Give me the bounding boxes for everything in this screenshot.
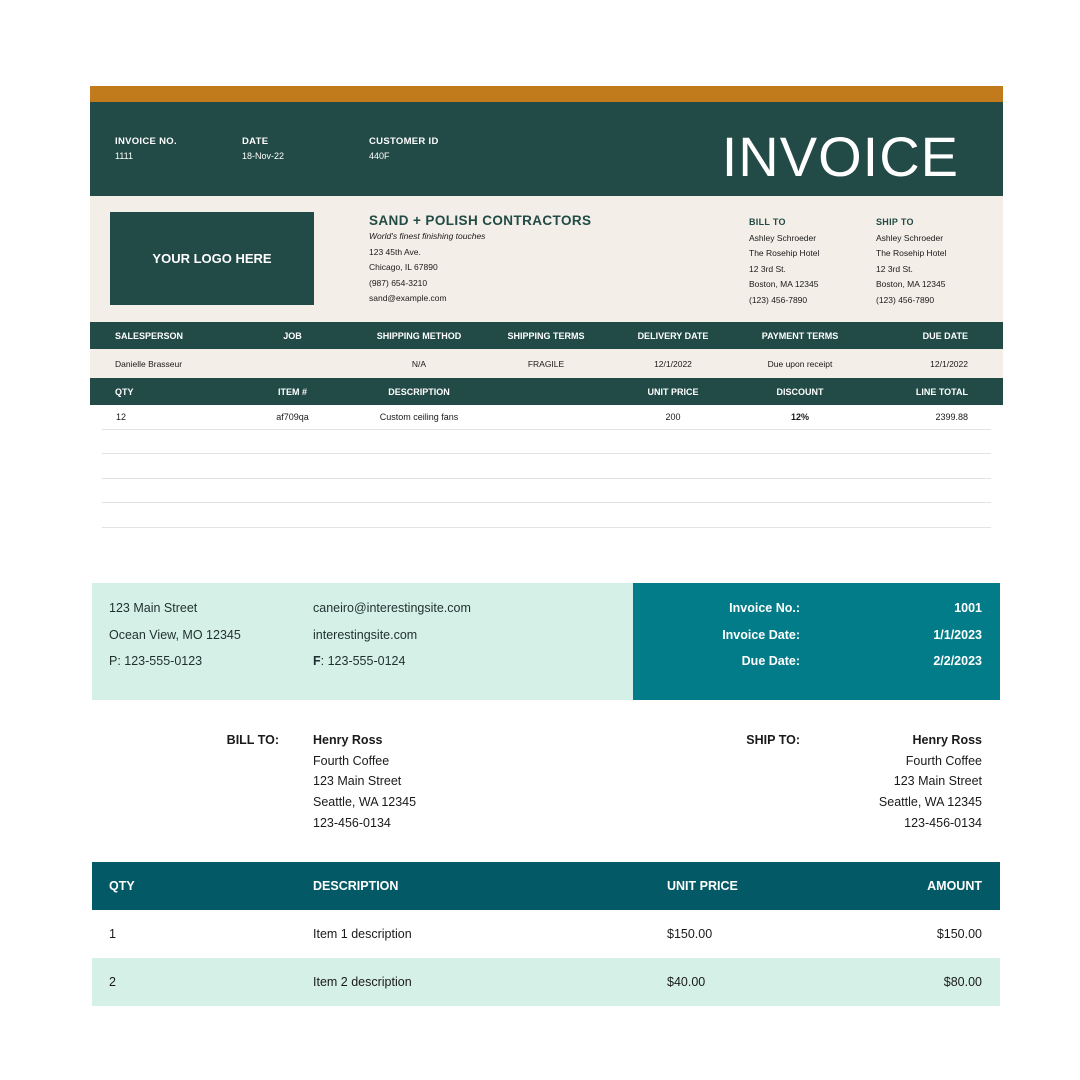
meta-invoice-date-label: Invoice Date: <box>722 628 800 642</box>
col-qty: QTY <box>115 386 134 397</box>
due-date-value[interactable]: 12/1/2022 <box>930 358 968 369</box>
col-unit-price-2: UNIT PRICE <box>667 879 738 893</box>
invoice-no-label: INVOICE NO. <box>115 136 177 147</box>
accent-bar <box>90 86 1003 102</box>
item-description[interactable]: Custom ceiling fans <box>379 411 459 422</box>
shipping-terms-value[interactable]: FRAGILE <box>527 358 565 369</box>
meta-invoice-date[interactable]: 1/1/2023 <box>933 628 982 642</box>
bill-to-name[interactable]: Ashley Schroeder <box>749 232 817 243</box>
delivery-date-value[interactable]: 12/1/2022 <box>654 358 692 369</box>
row-amount[interactable]: $150.00 <box>936 927 982 941</box>
date-field[interactable] <box>242 136 284 161</box>
fax-number: : 123-555-0124 <box>320 654 406 668</box>
contact-email[interactable]: caneiro@interestingsite.com <box>313 601 471 615</box>
row-qty[interactable]: 1 <box>109 927 116 941</box>
date-value: 18-Nov-22 <box>242 151 285 161</box>
bill-to-street[interactable]: 12 3rd St. <box>749 263 786 274</box>
ship-to-block <box>876 215 946 308</box>
ship-to-company[interactable]: The Rosehip Hotel <box>876 248 947 258</box>
table-row[interactable] <box>92 958 1000 1006</box>
shipping-header-row <box>90 322 1003 349</box>
invoice-no-value: 1111 <box>115 151 134 161</box>
shipping-values-row <box>90 349 1003 378</box>
company-name[interactable]: SAND + POLISH CONTRACTORS <box>369 213 592 228</box>
contact-street[interactable]: 123 Main Street <box>109 601 198 615</box>
company-section <box>90 196 1003 322</box>
item-number[interactable]: af709qa <box>276 411 309 422</box>
col-description: DESCRIPTION <box>388 386 450 397</box>
ship-to-street-2[interactable]: 123 Main Street <box>893 774 982 788</box>
customer-id-value: 440F <box>369 151 390 161</box>
table-row[interactable] <box>92 910 1000 958</box>
ship-to-label: SHIP TO <box>876 217 914 227</box>
ship-to-street[interactable]: 12 3rd St. <box>876 263 913 274</box>
ship-to-city-2[interactable]: Seattle, WA 12345 <box>878 795 982 809</box>
bill-ship-section <box>92 700 1000 862</box>
col-line-total: LINE TOTAL <box>915 386 968 397</box>
items-table <box>90 405 1003 528</box>
bill-to-city-2[interactable]: Seattle, WA 12345 <box>313 795 417 809</box>
contact-band <box>92 583 1000 700</box>
company-city[interactable]: Chicago, IL 67890 <box>369 262 438 272</box>
table-row[interactable] <box>102 454 991 479</box>
col-due-date: DUE DATE <box>922 330 968 341</box>
table-row[interactable] <box>102 430 991 455</box>
invoice-template-1 <box>90 86 1003 528</box>
col-description-2: DESCRIPTION <box>313 879 399 893</box>
payment-terms-value[interactable]: Due upon receipt <box>767 358 833 369</box>
row-description[interactable]: Item 1 description <box>313 927 412 941</box>
meta-invoice-no[interactable]: 1001 <box>954 601 982 615</box>
items-header-row-2 <box>92 862 1000 910</box>
bill-to-label-2: BILL TO: <box>226 733 279 747</box>
contact-city[interactable]: Ocean View, MO 12345 <box>109 628 241 642</box>
invoice-no-field[interactable] <box>115 136 177 161</box>
meta-due-date[interactable]: 2/2/2023 <box>933 654 982 668</box>
meta-due-date-label: Due Date: <box>741 654 800 668</box>
col-item-number: ITEM # <box>277 386 307 397</box>
col-unit-price: UNIT PRICE <box>647 386 699 397</box>
col-salesperson: SALESPERSON <box>115 330 184 341</box>
ship-to-name-2[interactable]: Henry Ross <box>912 733 982 747</box>
row-description[interactable]: Item 2 description <box>313 975 412 989</box>
bill-to-phone-2[interactable]: 123-456-0134 <box>313 816 391 830</box>
salesperson-value[interactable]: Danielle Brasseur <box>115 358 183 369</box>
logo-placeholder[interactable]: YOUR LOGO HERE <box>110 212 314 305</box>
date-label: DATE <box>242 136 269 147</box>
col-payment-terms: PAYMENT TERMS <box>761 330 839 341</box>
ship-to-company-2[interactable]: Fourth Coffee <box>905 754 982 768</box>
contact-website[interactable]: interestingsite.com <box>313 628 418 642</box>
col-shipping-terms: SHIPPING TERMS <box>507 330 585 341</box>
items-header-row <box>90 378 1003 405</box>
contact-info <box>92 583 633 700</box>
contact-fax[interactable] <box>313 654 405 668</box>
col-amount-2: AMOUNT <box>927 879 982 893</box>
ship-to-phone-2[interactable]: 123-456-0134 <box>904 816 982 830</box>
customer-id-field[interactable] <box>369 136 439 161</box>
col-shipping-method: SHIPPING METHOD <box>376 330 462 341</box>
item-unit-price[interactable]: 200 <box>665 411 681 422</box>
bill-to-label: BILL TO <box>749 217 786 227</box>
company-email[interactable]: sand@example.com <box>369 293 447 303</box>
row-unit-price[interactable]: $40.00 <box>667 975 706 989</box>
table-row[interactable] <box>102 503 991 528</box>
row-amount[interactable]: $80.00 <box>943 975 982 989</box>
ship-to-city[interactable]: Boston, MA 12345 <box>876 279 946 289</box>
bill-to-company[interactable]: The Rosehip Hotel <box>749 248 820 258</box>
company-phone[interactable]: (987) 654-3210 <box>369 277 428 288</box>
item-discount[interactable]: 12% <box>790 411 809 422</box>
company-info <box>369 213 591 307</box>
fax-prefix: F <box>313 654 321 668</box>
invoice-title: INVOICE <box>721 125 959 188</box>
bill-to-company-2[interactable]: Fourth Coffee <box>313 754 390 768</box>
col-discount: DISCOUNT <box>776 386 824 397</box>
ship-to-label-2: SHIP TO: <box>746 733 800 747</box>
item-qty[interactable]: 12 <box>116 411 127 422</box>
item-line-total[interactable]: 2399.88 <box>935 411 968 422</box>
ship-to-phone[interactable]: (123) 456-7890 <box>876 294 935 305</box>
invoice-template-2 <box>92 583 1000 1006</box>
col-delivery-date: DELIVERY DATE <box>637 330 709 341</box>
invoice-meta <box>633 583 1000 700</box>
company-tagline[interactable]: World's finest finishing touches <box>369 231 486 241</box>
customer-id-label: CUSTOMER ID <box>369 136 439 147</box>
row-qty[interactable]: 2 <box>109 975 116 989</box>
contact-phone[interactable]: P: 123-555-0123 <box>109 654 203 668</box>
shipping-method-value[interactable]: N/A <box>411 358 427 369</box>
bill-to-name-2[interactable]: Henry Ross <box>313 733 383 747</box>
table-row[interactable] <box>102 479 991 504</box>
meta-invoice-no-label: Invoice No.: <box>729 601 800 615</box>
table-row[interactable] <box>102 405 991 430</box>
col-qty-2: QTY <box>109 879 135 893</box>
company-street[interactable]: 123 45th Ave. <box>369 246 421 257</box>
bill-to-street-2[interactable]: 123 Main Street <box>313 774 402 788</box>
bill-to-city[interactable]: Boston, MA 12345 <box>749 279 819 289</box>
ship-to-name[interactable]: Ashley Schroeder <box>876 232 944 243</box>
bill-to-phone[interactable]: (123) 456-7890 <box>749 294 808 305</box>
row-unit-price[interactable]: $150.00 <box>667 927 713 941</box>
col-job: JOB <box>283 330 302 341</box>
bill-to-block <box>749 215 819 308</box>
invoice-header <box>90 102 1003 196</box>
